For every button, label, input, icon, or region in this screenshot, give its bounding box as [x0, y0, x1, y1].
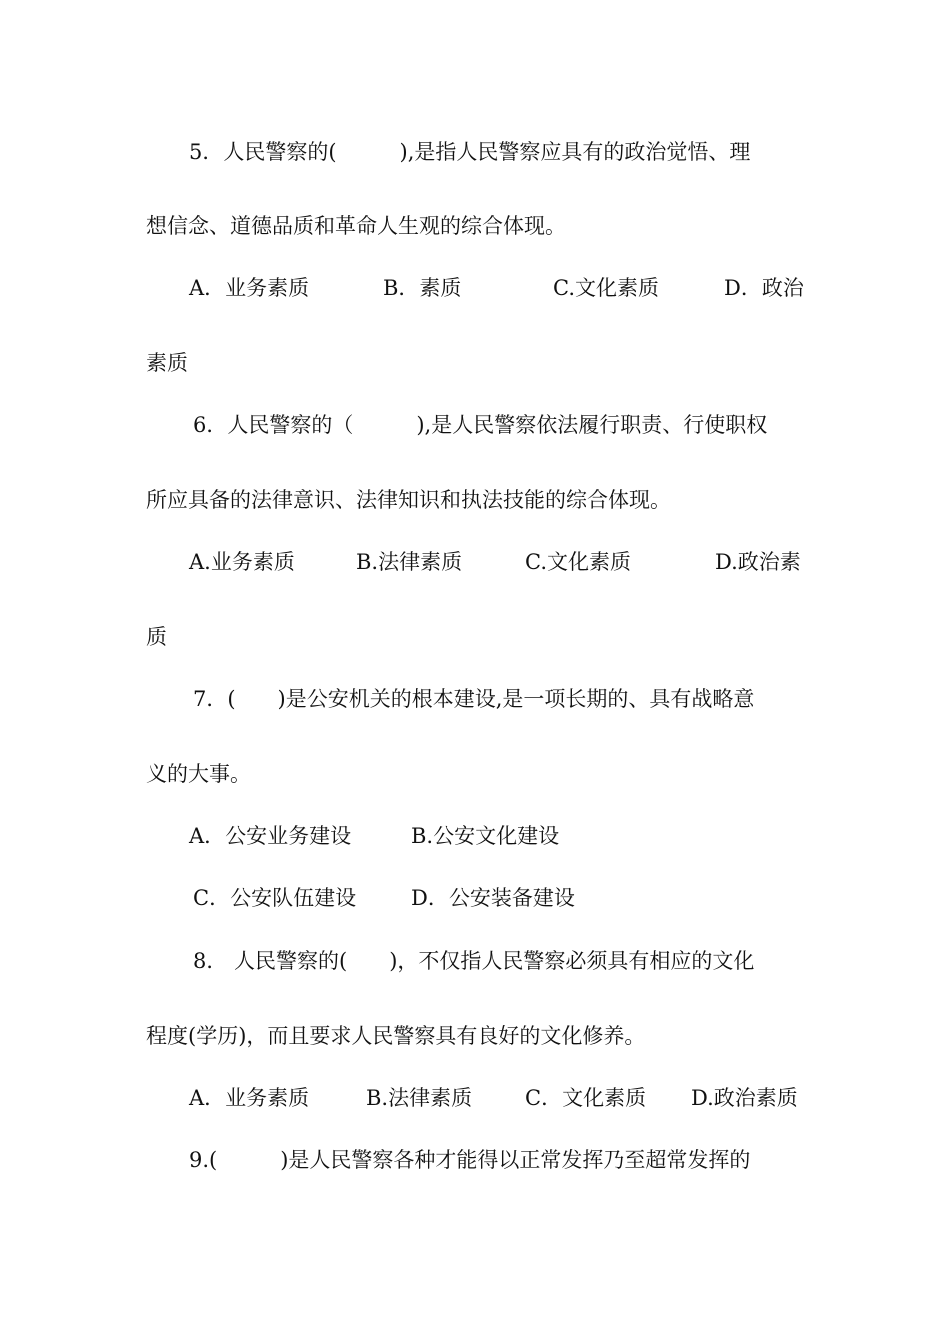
question-7-stem: 7．( )是公安机关的根本建设,是一项长期的、具有战略意 [193, 687, 755, 711]
question-5-stem: 5．人民警察的( ),是指人民警察应具有的政治觉悟、理 [189, 140, 751, 164]
question-5-option-a: A．业务素质 [189, 276, 310, 300]
question-6-stem-cont: 所应具备的法律意识、法律知识和执法技能的综合体现。 [146, 488, 671, 512]
question-9-stem: 9.( )是人民警察各种才能得以正常发挥乃至超常发挥的 [189, 1148, 751, 1172]
question-8-stem: 8． 人民警察的( )，不仅指人民警察必须具有相应的文化 [193, 949, 755, 973]
question-6-stem: 6．人民警察的（ ),是人民警察依法履行职责、行使职权 [193, 413, 768, 437]
question-6-option-b: B.法律素质 [356, 550, 463, 574]
question-7-option-d: D．公安装备建设 [411, 886, 575, 910]
question-5-option-d-wrap: 素质 [146, 351, 188, 375]
question-8-stem-cont: 程度(学历)，而且要求人民警察具有良好的文化修养。 [146, 1024, 646, 1048]
question-7-option-c: C．公安队伍建设 [193, 886, 357, 910]
question-5-option-b: B．素质 [383, 276, 462, 300]
question-8-option-b: B.法律素质 [366, 1086, 473, 1110]
question-6-option-a: A.业务素质 [189, 550, 295, 574]
question-7-option-b: B.公安文化建设 [411, 824, 560, 848]
question-8-option-c: C．文化素质 [525, 1086, 647, 1110]
question-6-option-d-wrap: 质 [146, 625, 167, 649]
question-6-option-c: C.文化素质 [525, 550, 631, 574]
question-8-option-a: A．业务素质 [189, 1086, 310, 1110]
question-5-option-c: C.文化素质 [553, 276, 659, 300]
question-6-option-d: D.政治素 [715, 550, 801, 574]
question-8-option-d: D.政治素质 [691, 1086, 798, 1110]
question-7-stem-cont: 义的大事。 [146, 762, 251, 786]
question-5-option-d: D．政治 [724, 276, 804, 300]
question-5-stem-cont: 想信念、道德品质和革命人生观的综合体现。 [146, 214, 566, 238]
question-7-option-a: A．公安业务建设 [189, 824, 352, 848]
